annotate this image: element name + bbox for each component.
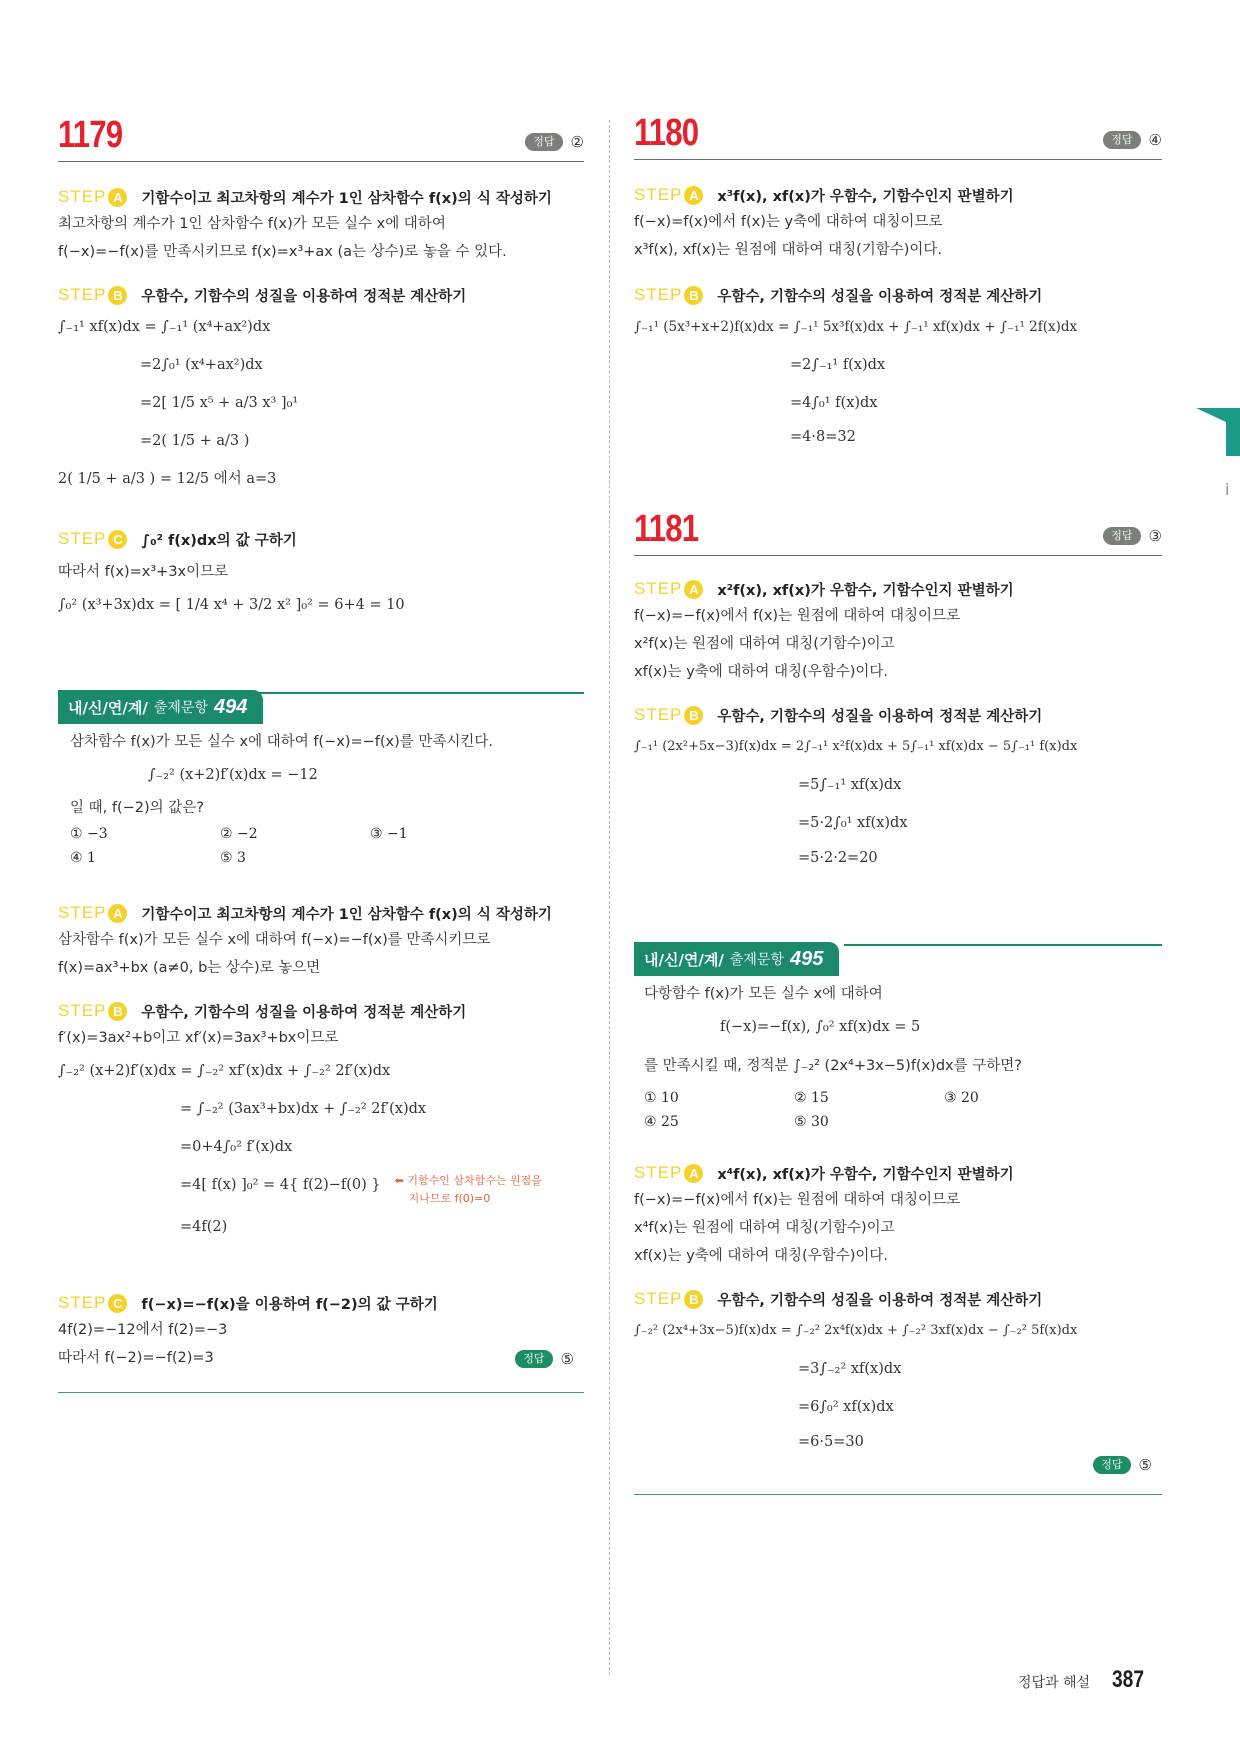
- math-line: =4·8=32: [790, 429, 856, 445]
- math-line: =6∫₀² xf(x)dx: [798, 1399, 894, 1415]
- step-title: 기함수이고 최고차항의 계수가 1인 삼차함수 f(x)의 식 작성하기: [141, 906, 552, 923]
- problem-1180-header: [634, 110, 1162, 160]
- problem-495-step-a: [634, 1160, 1162, 1270]
- step-header: [58, 184, 584, 210]
- text-line: f′(x)=3ax²+b이고 xf′(x)=3ax³+bx이므로: [58, 1030, 339, 1046]
- step-title: x⁴f(x), xf(x)가 우함수, 기함수인지 판별하기: [717, 1166, 1014, 1183]
- choice-2[interactable]: ② −2: [220, 826, 258, 842]
- step-badge: A: [108, 904, 127, 923]
- linked-problem-tab: [58, 690, 263, 724]
- step-header: [634, 576, 1162, 602]
- step-label: STEP: [58, 1293, 107, 1312]
- header-rule: [258, 692, 584, 694]
- math-line: =0+4∫₀² f′(x)dx: [180, 1139, 293, 1155]
- problem-494-step-a: [58, 900, 584, 982]
- answer-pill: 정답: [515, 1350, 552, 1368]
- text-line: 최고차항의 계수가 1인 삼차함수 f(x)가 모든 실수 x에 대하여: [58, 216, 446, 232]
- question-text: 삼차함수 f(x)가 모든 실수 x에 대하여 f(−x)=−f(x)를 만족시킨다.: [70, 734, 494, 750]
- math-line: ∫₋₂² (x+2)f′(x)dx = ∫₋₂² xf′(x)dx + ∫₋₂² 2f′(x)dx: [58, 1063, 391, 1079]
- step-label: STEP: [634, 285, 683, 304]
- column-divider: [609, 120, 610, 1675]
- tab-title: 내/신/연/계/: [68, 698, 148, 717]
- step-badge: A: [108, 188, 127, 207]
- step-header: [634, 282, 1162, 308]
- step-label: STEP: [634, 1163, 683, 1182]
- section-end-rule: [634, 1494, 1162, 1495]
- step-title: ∫₀² f(x)dx의 값 구하기: [141, 532, 297, 549]
- math-line: =4∫₀¹ f(x)dx: [790, 395, 878, 411]
- math-line: =4[ f(x) ]₀² = 4{ f(2)−f(0) }: [180, 1177, 381, 1193]
- step-label: STEP: [634, 579, 683, 598]
- answer-indicator: [1103, 527, 1162, 545]
- question-condition: ∫₋₂² (x+2)f′(x)dx = −12: [148, 767, 318, 783]
- text-line: xf(x)는 y축에 대하여 대칭(우함수)이다.: [634, 664, 889, 680]
- answer-indicator: [525, 133, 584, 151]
- step-label: STEP: [634, 1289, 683, 1308]
- step-label: STEP: [58, 187, 107, 206]
- step-header: [58, 900, 584, 926]
- text-line: 삼차함수 f(x)가 모든 실수 x에 대하여 f(−x)=−f(x)를 만족시키므로: [58, 932, 491, 948]
- text-line: f(−x)=−f(x)를 만족시키므로 f(x)=x³+ax (a는 상수)로 놓을 수 있다.: [58, 244, 507, 260]
- problem-1179-header: [58, 112, 584, 162]
- math-line: =3∫₋₂² xf(x)dx: [798, 1361, 902, 1377]
- question-condition: f(−x)=−f(x), ∫₀² xf(x)dx = 5: [720, 1019, 921, 1035]
- step-title: x²f(x), xf(x)가 우함수, 기함수인지 판별하기: [717, 582, 1014, 599]
- step-title: 우함수, 기함수의 성질을 이용하여 정적분 계산하기: [141, 288, 467, 305]
- page-number: 387: [1112, 1666, 1145, 1693]
- choice-3[interactable]: ③ −1: [370, 826, 408, 842]
- math-line: =4f(2): [180, 1219, 228, 1235]
- step-header: [634, 1160, 1162, 1186]
- problem-1180-step-a: [634, 182, 1162, 264]
- step-header: [634, 182, 1162, 208]
- choice-5[interactable]: ⑤ 3: [220, 850, 246, 866]
- math-line: ∫₋₁¹ xf(x)dx = ∫₋₁¹ (x⁴+ax²)dx: [58, 319, 271, 335]
- choice-5[interactable]: ⑤ 30: [794, 1114, 829, 1130]
- step-title: 우함수, 기함수의 성질을 이용하여 정적분 계산하기: [717, 1292, 1043, 1309]
- step-header: [58, 1290, 584, 1316]
- tab-title: 내/신/연/계/: [644, 950, 724, 969]
- answer-pill: 정답: [525, 133, 562, 151]
- step-badge: B: [684, 1290, 703, 1309]
- linked-problem-tab: [634, 942, 839, 976]
- problem-494-step-c: [58, 1290, 584, 1372]
- step-badge: B: [108, 286, 127, 305]
- answer-pill: 정답: [1103, 131, 1140, 149]
- math-line: ∫₀² (x³+3x)dx = [ 1/4 x⁴ + 3/2 x² ]₀² = 6+4 = 10: [58, 597, 405, 613]
- math-line: 2( 1/5 + a/3 ) = 12/5 에서 a=3: [58, 471, 277, 487]
- answer-value: ④: [1148, 131, 1162, 149]
- step-header: [58, 998, 584, 1024]
- problem-1179-step-b: [58, 282, 584, 498]
- step-header: [634, 702, 1162, 728]
- math-line: = ∫₋₂² (3ax³+bx)dx + ∫₋₂² 2f′(x)dx: [180, 1101, 427, 1117]
- problem-number: 1180: [634, 112, 699, 154]
- answer-value: ⑤: [560, 1350, 574, 1368]
- step-header: [58, 526, 584, 552]
- answer-pill: 정답: [1103, 527, 1140, 545]
- problem-number: 1179: [58, 114, 123, 156]
- step-badge: A: [684, 1164, 703, 1183]
- text-line: 따라서 f(−2)=−f(2)=3: [58, 1350, 214, 1366]
- page-footer: [1018, 1666, 1152, 1694]
- header-rule: [844, 944, 1162, 946]
- choice-2[interactable]: ② 15: [794, 1090, 829, 1106]
- linked-problem-494-header: [58, 690, 584, 726]
- text-line: f(−x)=f(x)에서 f(x)는 y축에 대하여 대칭이므로: [634, 214, 943, 230]
- step-header: [634, 1286, 1162, 1312]
- math-line: =2( 1/5 + a/3 ): [140, 433, 250, 449]
- problem-494-step-b: [58, 998, 584, 1246]
- text-line: f(−x)=−f(x)에서 f(x)는 원점에 대하여 대칭이므로: [634, 608, 960, 624]
- answer-indicator: [1093, 1456, 1152, 1474]
- step-header: [58, 282, 584, 308]
- note-line: 지나므로 f(0)=0: [408, 1192, 491, 1205]
- step-label: STEP: [58, 529, 107, 548]
- step-badge: C: [108, 530, 127, 549]
- choice-1[interactable]: ① 10: [644, 1090, 679, 1106]
- text-line: f(x)=ax³+bx (a≠0, b는 상수)로 놓으면: [58, 960, 321, 976]
- math-line: ∫₋₂² (2x⁴+3x−5)f(x)dx = ∫₋₂² 2x⁴f(x)dx + ∫₋₂² 3xf(x)dx − ∫₋₂² 5f(x)dx: [634, 1323, 1078, 1338]
- answer-indicator: [1103, 131, 1162, 149]
- step-title: 우함수, 기함수의 성질을 이용하여 정적분 계산하기: [717, 288, 1043, 305]
- step-title: f(−x)=−f(x)을 이용하여 f(−2)의 값 구하기: [141, 1296, 438, 1313]
- step-badge: B: [108, 1002, 127, 1021]
- problem-1179-step-c: [58, 526, 584, 624]
- math-line: =5∫₋₁¹ xf(x)dx: [798, 777, 902, 793]
- choice-4[interactable]: ④ 25: [644, 1114, 679, 1130]
- math-line: =2[ 1/5 x⁵ + a/3 x³ ]₀¹: [140, 395, 299, 411]
- text-line: x²f(x)는 원점에 대하여 대칭(기함수)이고: [634, 636, 895, 652]
- choice-1[interactable]: ① −3: [70, 826, 108, 842]
- step-title: 우함수, 기함수의 성질을 이용하여 정적분 계산하기: [717, 708, 1043, 725]
- text-line: xf(x)는 y축에 대하여 대칭(우함수)이다.: [634, 1248, 889, 1264]
- problem-495-step-b: [634, 1286, 1162, 1458]
- math-line: ∫₋₁¹ (5x³+x+2)f(x)dx = ∫₋₁¹ 5x³f(x)dx + ∫₋₁¹ xf(x)dx + ∫₋₁¹ 2f(x)dx: [634, 319, 1078, 335]
- answer-value: ③: [1148, 527, 1162, 545]
- side-note: [395, 1172, 542, 1208]
- answer-indicator: [515, 1350, 574, 1368]
- text-line: 4f(2)=−12에서 f(2)=−3: [58, 1322, 228, 1338]
- tab-number: 495: [789, 947, 824, 970]
- text-line: 따라서 f(x)=x³+3x이므로: [58, 564, 229, 580]
- answer-choices: [644, 1086, 1162, 1134]
- step-badge: B: [684, 706, 703, 725]
- text-line: x⁴f(x)는 원점에 대하여 대칭(기함수)이고: [634, 1220, 895, 1236]
- math-line: =2∫₋₁¹ f(x)dx: [790, 357, 886, 373]
- step-title: 기함수이고 최고차항의 계수가 1인 삼차함수 f(x)의 식 작성하기: [141, 190, 552, 207]
- problem-1181-header: [634, 506, 1162, 556]
- step-label: STEP: [634, 705, 683, 724]
- math-line: =5·2·2=20: [798, 850, 878, 866]
- answer-pill: 정답: [1093, 1456, 1130, 1474]
- answer-value: ⑤: [1138, 1456, 1152, 1474]
- problem-1179-step-a: [58, 184, 584, 266]
- step-badge: C: [108, 1294, 127, 1313]
- note-line: ⬅ 기함수인 삼차함수는 원점을: [394, 1174, 542, 1187]
- step-label: STEP: [634, 185, 683, 204]
- tab-subtitle: 출제문항: [153, 700, 208, 716]
- step-title: 우함수, 기함수의 성질을 이용하여 정적분 계산하기: [141, 1004, 467, 1021]
- linked-problem-494-body: [58, 728, 584, 870]
- tab-subtitle: 출제문항: [729, 952, 784, 968]
- tab-number: 494: [213, 695, 248, 718]
- linked-problem-495-header: [634, 942, 1162, 978]
- math-line: =5·2∫₀¹ xf(x)dx: [798, 815, 908, 831]
- math-line: ∫₋₁¹ (2x²+5x−3)f(x)dx = 2∫₋₁¹ x²f(x)dx + 5∫₋₁¹ xf(x)dx − 5∫₋₁¹ f(x)dx: [634, 739, 1078, 754]
- linked-problem-495-body: [634, 980, 1162, 1134]
- side-mark: i: [1225, 480, 1230, 499]
- section-end-rule: [58, 1392, 584, 1393]
- math-line: =6·5=30: [798, 1434, 864, 1450]
- text-line: f(−x)=−f(x)에서 f(x)는 원점에 대하여 대칭이므로: [634, 1192, 960, 1208]
- footer-label: 정답과 해설: [1018, 1675, 1091, 1691]
- math-line-with-note: [58, 1166, 584, 1208]
- question-ask: 일 때, f(−2)의 값은?: [70, 800, 204, 816]
- choice-4[interactable]: ④ 1: [70, 850, 96, 866]
- step-label: STEP: [58, 285, 107, 304]
- question-ask: 를 만족시킬 때, 정적분 ∫₋₂² (2x⁴+3x−5)f(x)dx를 구하면?: [644, 1058, 1022, 1074]
- step-label: STEP: [58, 1001, 107, 1020]
- text-line: x³f(x), xf(x)는 원점에 대하여 대칭(기함수)이다.: [634, 242, 943, 258]
- problem-1180-step-b: [634, 282, 1162, 452]
- math-line: =2∫₀¹ (x⁴+ax²)dx: [140, 357, 263, 373]
- step-label: STEP: [58, 903, 107, 922]
- problem-1181-step-a: [634, 576, 1162, 686]
- step-badge: A: [684, 186, 703, 205]
- step-badge: B: [684, 286, 703, 305]
- chapter-tab-marker: [1196, 408, 1240, 456]
- step-badge: A: [684, 580, 703, 599]
- answer-value: ②: [570, 133, 584, 151]
- problem-number: 1181: [634, 508, 699, 550]
- answer-choices: [70, 822, 584, 870]
- choice-3[interactable]: ③ 20: [944, 1090, 979, 1106]
- question-text: 다항함수 f(x)가 모든 실수 x에 대하여: [644, 986, 883, 1002]
- problem-1181-step-b: [634, 702, 1162, 874]
- step-title: x³f(x), xf(x)가 우함수, 기함수인지 판별하기: [717, 188, 1014, 205]
